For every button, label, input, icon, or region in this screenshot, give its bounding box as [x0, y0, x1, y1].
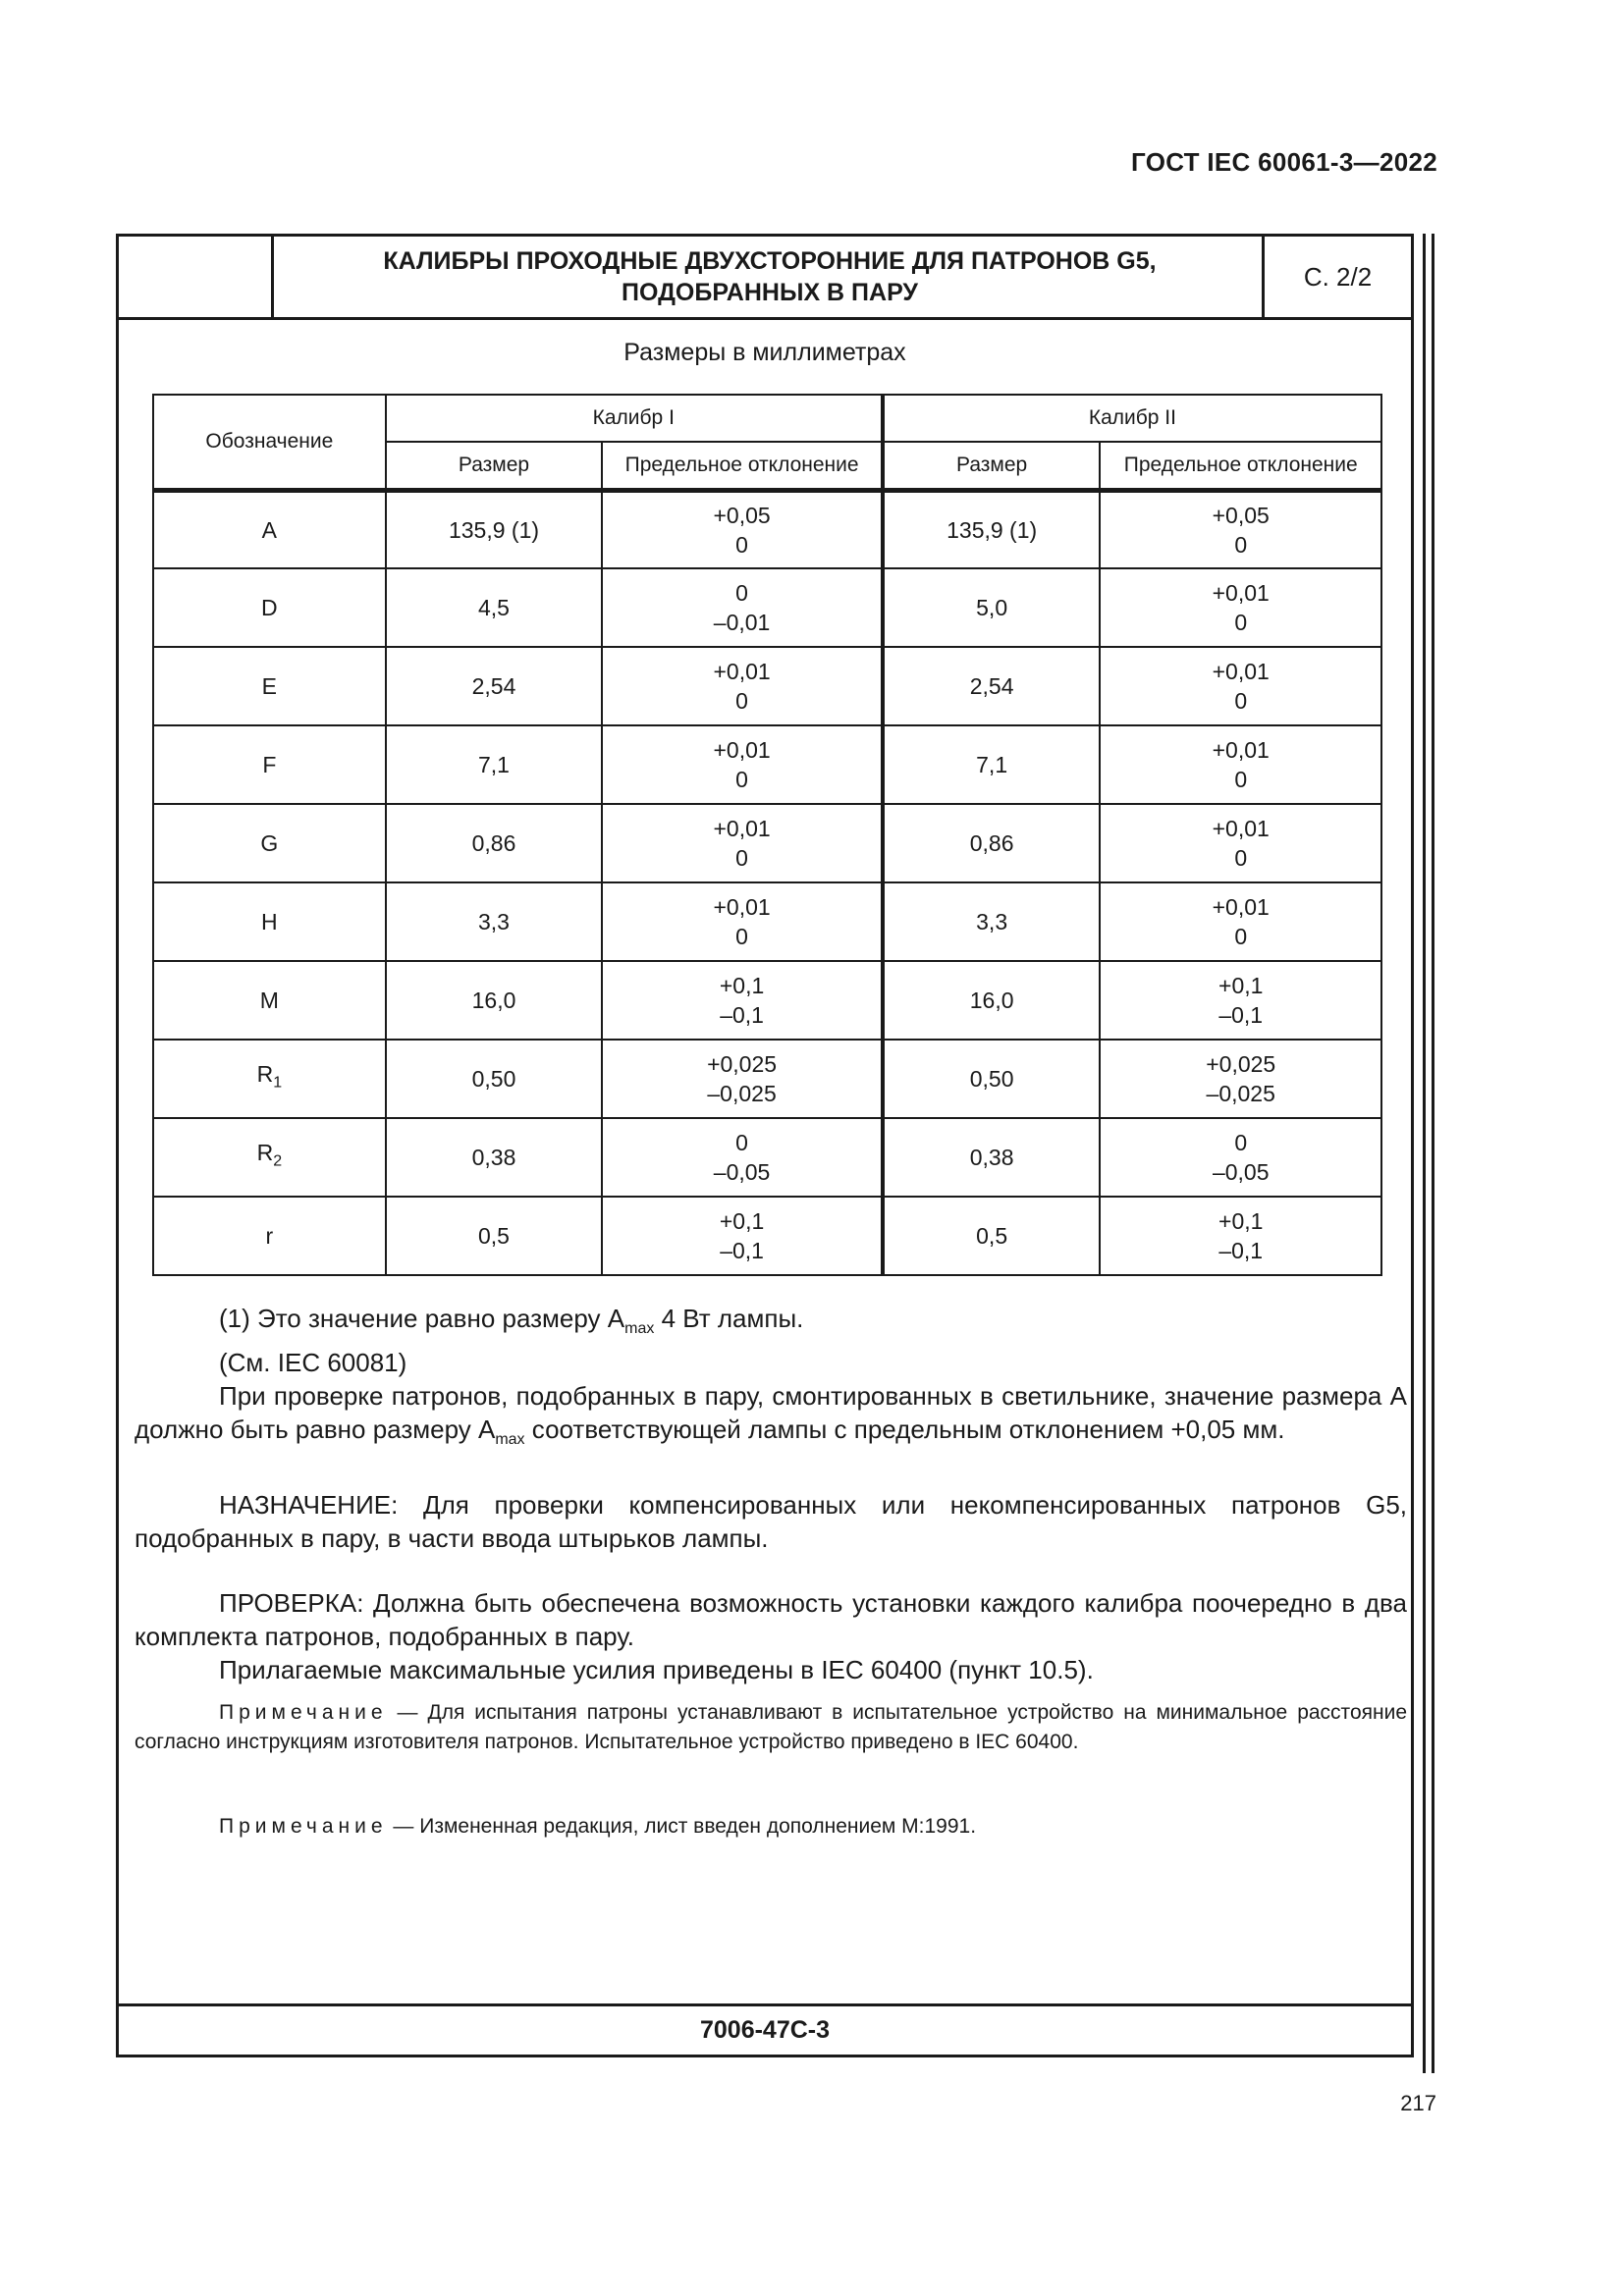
header-tolerance: Предельное отклонение	[602, 442, 883, 490]
tolerance-cell: +0,01 0	[1100, 647, 1381, 725]
size-cell: 0,38	[883, 1118, 1101, 1197]
header-designation: Обозначение	[153, 395, 386, 490]
designation-cell: A	[153, 490, 386, 568]
sheet-number: С. 2/2	[1262, 237, 1411, 317]
table-row	[153, 490, 1381, 568]
tolerance-cell: 0 –0,05	[1100, 1118, 1381, 1197]
tolerance-cell: +0,025 –0,025	[602, 1040, 883, 1118]
designation-cell: E	[153, 647, 386, 725]
tolerance-cell: +0,01 0	[1100, 725, 1381, 804]
designation-cell: H	[153, 882, 386, 961]
title-blank-cell	[119, 237, 274, 317]
size-cell: 0,50	[883, 1040, 1101, 1118]
table-row	[153, 1040, 1381, 1118]
size-cell: 0,38	[386, 1118, 603, 1197]
note-1: Примечание — Для испытания патроны устанавливают в испытательное устройство на минимальное расстояние согласно инструкциям изготовителя патронов. Испытательное устройство приведено в IEC 60400.	[135, 1701, 1407, 1754]
table-row	[153, 568, 1381, 647]
tolerance-cell: +0,01 0	[1100, 804, 1381, 882]
paragraph-forces: Прилагаемые максимальные усилия приведены в IEC 60400 (пункт 10.5).	[219, 1655, 1094, 1685]
size-cell: 0,86	[883, 804, 1101, 882]
designation-cell: $R_2$	[153, 1118, 386, 1197]
tolerance-cell: +0,01 0	[602, 647, 883, 725]
tolerance-cell: +0,05 0	[602, 490, 883, 568]
size-cell: 3,3	[386, 882, 603, 961]
sheet-code: 7006-47C-3	[119, 2003, 1411, 2055]
footnote-2: (См. IEC 60081)	[219, 1348, 407, 1378]
tolerance-cell: +0,025 –0,025	[1100, 1040, 1381, 1118]
size-cell: 4,5	[386, 568, 603, 647]
header-gauge-1: Калибр I	[386, 395, 883, 442]
header-size: Размер	[386, 442, 603, 490]
tolerance-cell: +0,01 0	[602, 882, 883, 961]
size-cell: 0,5	[386, 1197, 603, 1275]
size-cell: 135,9 (1)	[883, 490, 1101, 568]
paragraph-mounting: При проверке патронов, подобранных в пару, смонтированных в светильнике, значение размера А должно быть равно размеру $A_{max}$ соответствующей лампы с предельным отклонением +0,05 мм.	[135, 1381, 1407, 1449]
designation-cell: D	[153, 568, 386, 647]
header-gauge-2: Калибр II	[883, 395, 1381, 442]
size-cell: 2,54	[386, 647, 603, 725]
designation-cell: G	[153, 804, 386, 882]
size-cell: 7,1	[883, 725, 1101, 804]
table-row	[153, 961, 1381, 1040]
title-block	[119, 237, 1411, 320]
size-cell: 2,54	[883, 647, 1101, 725]
designation-cell: M	[153, 961, 386, 1040]
dimensions-table	[152, 394, 1382, 1276]
paragraph-check: ПРОВЕРКА: Должна быть обеспечена возможность установки каждого калибра поочередно в два комплекта патронов, подобранных в пару.	[135, 1588, 1407, 1652]
table-row	[153, 1197, 1381, 1275]
tolerance-cell: +0,1 –0,1	[1100, 961, 1381, 1040]
tolerance-cell: +0,1 –0,1	[602, 1197, 883, 1275]
tolerance-cell: 0 –0,05	[602, 1118, 883, 1197]
sheet-title: КАЛИБРЫ ПРОХОДНЫЕ ДВУХСТОРОННИЕ ДЛЯ ПАТРОНОВ G5, ПОДОБРАННЫХ В ПАРУ	[383, 247, 1157, 306]
table-row	[153, 804, 1381, 882]
tolerance-cell: +0,1 –0,1	[1100, 1197, 1381, 1275]
header-size: Размер	[883, 442, 1101, 490]
table-row	[153, 725, 1381, 804]
table-row	[153, 882, 1381, 961]
tolerance-cell: +0,1 –0,1	[602, 961, 883, 1040]
size-cell: 5,0	[883, 568, 1101, 647]
footnote-1: (1) Это значение равно размеру $A_{max}$ 4 Вт лампы.	[219, 1304, 804, 1338]
size-cell: 135,9 (1)	[386, 490, 603, 568]
tolerance-cell: +0,05 0	[1100, 490, 1381, 568]
tolerance-cell: +0,01 0	[1100, 568, 1381, 647]
sheet-frame	[116, 234, 1414, 2057]
designation-cell: r	[153, 1197, 386, 1275]
designation-cell: F	[153, 725, 386, 804]
tolerance-cell: 0 –0,01	[602, 568, 883, 647]
size-cell: 7,1	[386, 725, 603, 804]
size-cell: 0,50	[386, 1040, 603, 1118]
table-row	[153, 647, 1381, 725]
standard-id: ГОСТ IEC 60061-3—2022	[1131, 147, 1437, 177]
header-tolerance: Предельное отклонение	[1100, 442, 1381, 490]
size-cell: 0,5	[883, 1197, 1101, 1275]
units-note: Размеры в миллиметрах	[623, 339, 906, 366]
tolerance-cell: +0,01 0	[1100, 882, 1381, 961]
size-cell: 0,86	[386, 804, 603, 882]
sheet-body-text	[135, 1302, 1407, 1842]
size-cell: 3,3	[883, 882, 1101, 961]
size-cell: 16,0	[883, 961, 1101, 1040]
frame-double-rule	[1432, 234, 1434, 2073]
table-row	[153, 1118, 1381, 1197]
note-2: Примечание — Измененная редакция, лист введен дополнением М:1991.	[219, 1815, 977, 1839]
size-cell: 16,0	[386, 961, 603, 1040]
page-number: 217	[1400, 2091, 1436, 2115]
designation-cell: $R_1$	[153, 1040, 386, 1118]
tolerance-cell: +0,01 0	[602, 725, 883, 804]
tolerance-cell: +0,01 0	[602, 804, 883, 882]
paragraph-purpose: НАЗНАЧЕНИЕ: Для проверки компенсированных или некомпенсированных патронов G5, подобранных в пару, в части ввода штырьков лампы.	[135, 1490, 1407, 1554]
frame-double-rule	[1423, 234, 1426, 2073]
